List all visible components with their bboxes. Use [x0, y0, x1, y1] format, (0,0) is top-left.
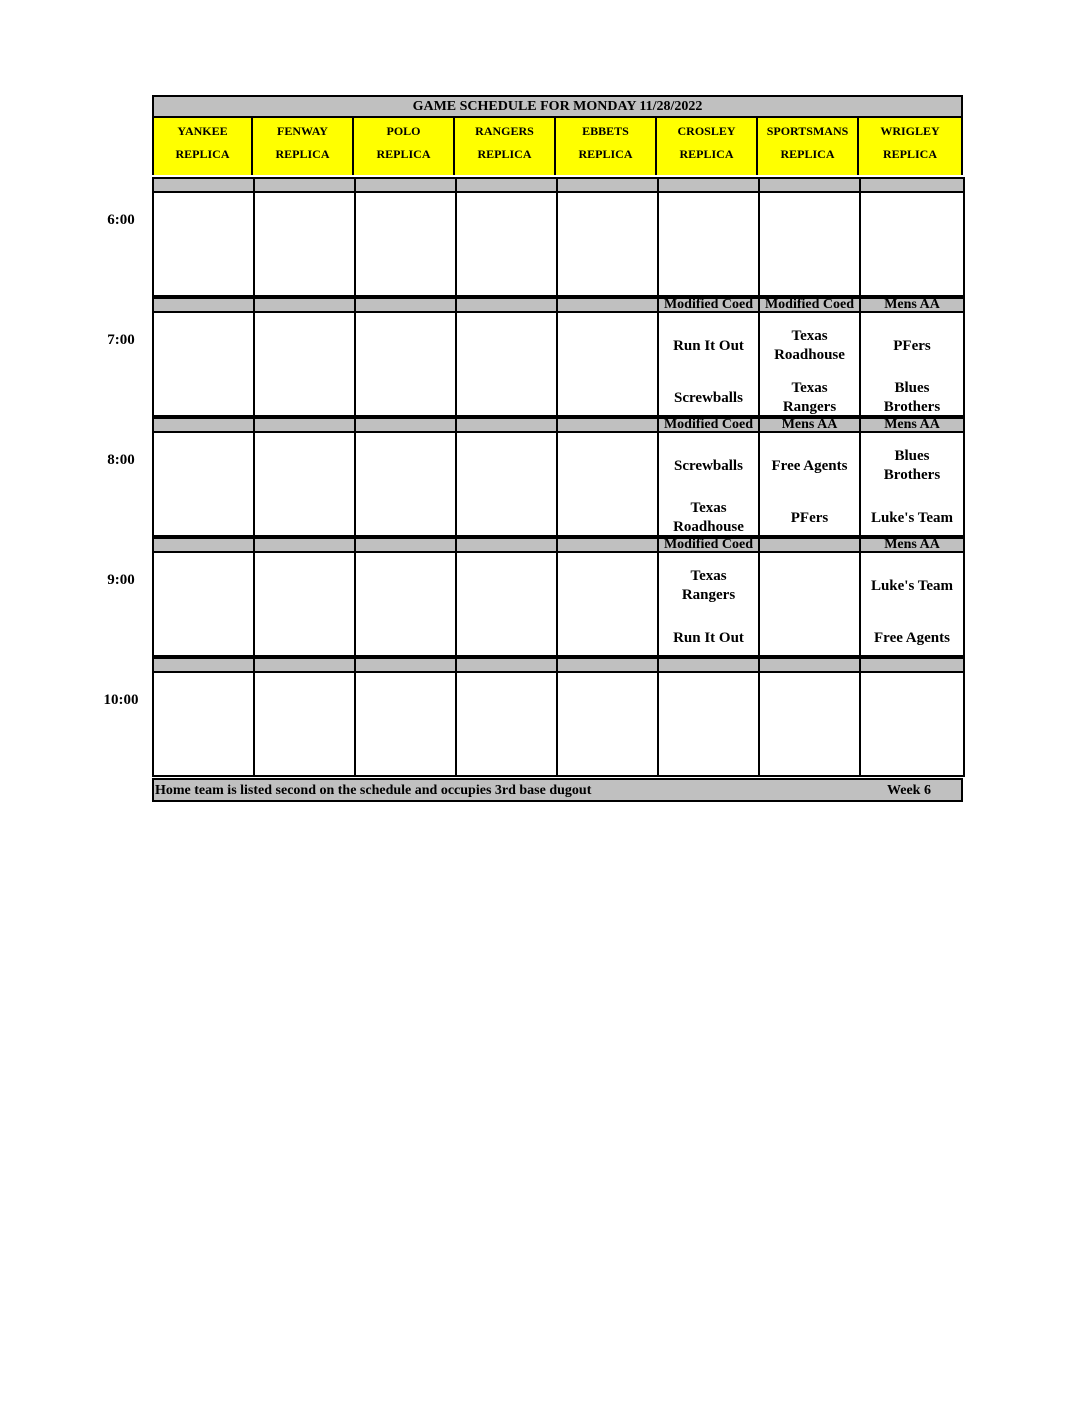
home-team: Texas Rangers	[782, 380, 837, 415]
game-cell	[455, 311, 558, 417]
home-team: Run It Out	[673, 630, 744, 646]
game-cell	[253, 671, 356, 777]
game-cell	[556, 311, 659, 417]
field-header-yankee	[154, 118, 253, 175]
game-cell	[152, 191, 255, 297]
schedule-title: GAME SCHEDULE FOR MONDAY 11/28/2022	[152, 95, 963, 118]
field-header-polo	[354, 118, 455, 175]
schedule-sheet	[152, 95, 963, 802]
home-team: Texas Roadhouse	[673, 500, 744, 535]
field-name: WRIGLEY	[880, 124, 940, 138]
game-cell	[556, 671, 659, 777]
game-cell	[758, 431, 861, 537]
game-cell	[657, 191, 760, 297]
game-cell	[556, 191, 659, 297]
division-strip: Modified Coed	[657, 417, 760, 433]
game-cell	[859, 311, 965, 417]
field-subtitle: REPLICA	[175, 147, 230, 161]
game-cell	[455, 191, 558, 297]
game-cell	[657, 431, 760, 537]
away-team: Run It Out	[673, 338, 744, 354]
game-cell	[556, 431, 659, 537]
game-cell	[354, 431, 457, 537]
game-cell	[253, 431, 356, 537]
game-cell	[455, 671, 558, 777]
field-header-wrigley	[859, 118, 963, 175]
field-header-ebbets	[556, 118, 657, 175]
game-cell	[354, 191, 457, 297]
away-team: PFers	[893, 338, 931, 354]
away-team: Free Agents	[771, 458, 848, 474]
home-team: PFers	[790, 510, 829, 526]
division-strip: Mens AA	[859, 417, 965, 433]
game-cell	[152, 311, 255, 417]
time-slot-label: 6:00	[107, 212, 135, 228]
game-cell	[455, 431, 558, 537]
time-slot-label: 9:00	[107, 572, 135, 588]
away-team: Blues Brothers	[883, 448, 941, 483]
field-name: EBBETS	[582, 124, 629, 138]
home-team: Blues Brothers	[883, 380, 941, 415]
game-cell	[354, 311, 457, 417]
game-cell	[253, 551, 356, 657]
game-cell	[758, 551, 861, 657]
home-team: Screwballs	[674, 390, 743, 406]
field-subtitle: REPLICA	[780, 147, 835, 161]
game-cell	[455, 551, 558, 657]
division-strip: Modified Coed	[758, 297, 861, 313]
game-cell	[556, 551, 659, 657]
away-team: Screwballs	[674, 458, 743, 474]
field-name: POLO	[386, 124, 421, 138]
game-cell	[253, 311, 356, 417]
home-team: Luke's Team	[870, 510, 954, 526]
field-name: SPORTSMANS	[766, 124, 849, 138]
field-header-fenway	[253, 118, 354, 175]
game-cell	[758, 311, 861, 417]
field-subtitle: REPLICA	[679, 147, 734, 161]
game-cell	[859, 431, 965, 537]
game-cell	[859, 551, 965, 657]
game-cell	[657, 551, 760, 657]
game-cell	[859, 191, 965, 297]
field-header-sportsmans	[758, 118, 859, 175]
field-header-rangers	[455, 118, 556, 175]
field-name: CROSLEY	[677, 124, 736, 138]
game-cell	[253, 191, 356, 297]
game-cell	[657, 671, 760, 777]
home-team-note: Home team is listed second on the schedule and occupies 3rd base dugout	[155, 783, 592, 798]
game-cell	[758, 671, 861, 777]
field-subtitle: REPLICA	[477, 147, 532, 161]
game-cell	[152, 551, 255, 657]
game-cell	[354, 551, 457, 657]
away-team: Texas Rangers	[681, 568, 736, 603]
field-header-crosley	[657, 118, 758, 175]
game-cell	[657, 311, 760, 417]
division-strip: Mens AA	[859, 297, 965, 313]
field-name: RANGERS	[475, 124, 534, 138]
time-slot-label: 8:00	[107, 452, 135, 468]
division-strip: Mens AA	[758, 417, 861, 433]
game-cell	[152, 431, 255, 537]
schedule-footer	[152, 778, 963, 802]
away-team: Luke's Team	[870, 578, 954, 594]
division-strip: Modified Coed	[657, 297, 760, 313]
game-cell	[859, 671, 965, 777]
away-team: Texas Roadhouse	[774, 328, 845, 363]
game-cell	[152, 671, 255, 777]
field-subtitle: REPLICA	[275, 147, 330, 161]
field-subtitle: REPLICA	[882, 147, 937, 161]
division-strip: Mens AA	[859, 537, 965, 553]
week-label: Week 6	[887, 783, 931, 798]
home-team: Free Agents	[874, 630, 950, 646]
division-strip: Modified Coed	[657, 537, 760, 553]
time-slot-label: 10:00	[103, 692, 139, 708]
time-slot-label: 7:00	[107, 332, 135, 348]
game-cell	[758, 191, 861, 297]
game-cell	[354, 671, 457, 777]
field-subtitle: REPLICA	[578, 147, 633, 161]
field-name: FENWAY	[277, 124, 328, 138]
field-subtitle: REPLICA	[376, 147, 431, 161]
field-name: YANKEE	[177, 124, 228, 138]
